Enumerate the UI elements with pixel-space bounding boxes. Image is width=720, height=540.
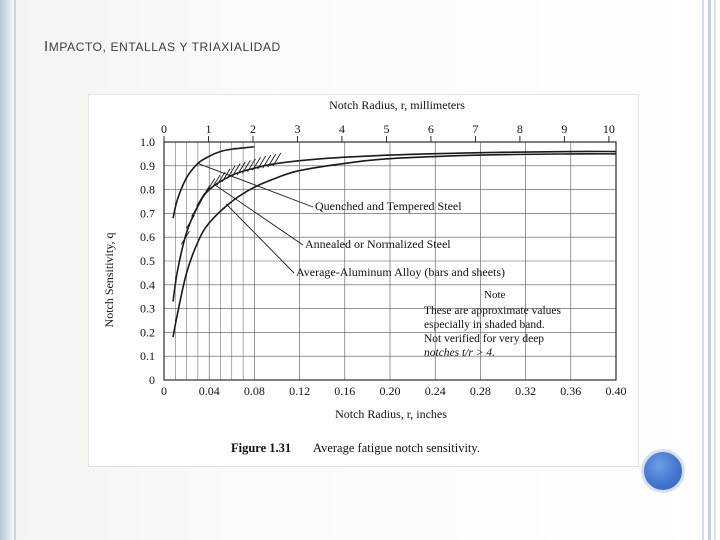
x-tick-label: 0 [161,384,167,398]
slide-title [44,38,281,55]
top-tick-label: 8 [516,122,523,136]
x-tick-label: 0.12 [289,384,311,398]
right-decorative-line [708,0,711,540]
top-tick-label: 6 [427,122,434,136]
leader-line [226,204,294,273]
x-tick-label: 0.16 [334,384,356,398]
note-line: These are approximate values [424,305,561,317]
top-tick-label: 5 [383,122,390,136]
right-decorative-line [714,0,716,540]
y-tick-label: 0.9 [140,158,155,173]
x-tick-label: 0.04 [198,384,220,398]
x-tick-label: 0.08 [243,384,265,398]
y-tick-label: 1.0 [140,135,155,149]
y-tick-label: 0 [149,373,155,387]
note-heading: Note [484,289,506,301]
top-tick-label: 1 [205,122,212,136]
right-decorative-line [702,0,704,540]
top-axis-title: Notch Radius, r, millimeters [329,98,465,112]
top-tick-label: 2 [249,122,256,136]
y-tick-label: 0.6 [140,230,155,245]
x-tick-label: 0.28 [469,384,491,398]
x-tick-label: 0.32 [515,384,537,398]
x-tick-label: 0.20 [379,384,401,398]
y-tick-label: 0.1 [140,349,155,364]
series-line-1 [173,147,254,218]
figure-image [88,94,639,467]
y-tick-label: 0.2 [140,325,155,340]
y-tick-label: 0.5 [140,254,155,268]
x-tick-label: 0.36 [560,384,582,398]
top-tick-label: 10 [602,122,615,136]
y-tick-label: 0.3 [140,301,155,316]
note-line: Not verified for very deep [424,333,545,345]
slide-title-text: MPACTO, ENTALLAS Y TRIAXIALIDAD [48,40,281,54]
leader-line [215,185,303,245]
top-axis-ticks [161,122,615,142]
y-axis-label: Notch Sensitivity, q [102,232,116,328]
figure-caption-text: Average fatigue notch sensitivity. [313,441,480,455]
legend-aluminum-alloy: Average-Aluminum Alloy (bars and sheets) [296,265,506,279]
shaded-band [181,153,281,244]
x-tick-label: 0.40 [605,384,627,398]
y-tick-label: 0.8 [140,182,155,197]
x-tick-label: 0.24 [424,384,446,398]
left-decorative-bar [0,0,12,540]
notch-sensitivity-chart [89,95,638,466]
y-tick-label: 0.4 [140,277,155,292]
legend-quenched-steel: Quenched and Tempered Steel [315,199,462,213]
slide-title-initial: I [44,38,49,55]
figure-caption-label: Figure 1.31 [231,441,292,455]
grid [164,142,616,380]
top-tick-label: 9 [561,122,568,136]
y-tick-label: 0.7 [140,206,155,221]
y-axis-ticks [140,135,155,387]
top-tick-label: 0 [161,122,167,136]
note-line: especially in shaded band. [424,319,545,331]
nav-circle-button[interactable] [641,449,685,493]
x-axis-ticks [161,384,627,398]
top-tick-label: 4 [338,122,345,136]
note-line: notches t/r > 4. [424,347,496,359]
top-tick-label: 7 [472,122,479,136]
x-axis-label: Notch Radius, r, inches [335,407,447,421]
note-block [424,289,562,359]
top-tick-label: 3 [294,122,301,136]
leader-lines [198,163,313,273]
left-decorative-line [14,0,16,540]
legend-annealed-steel: Annealed or Normalized Steel [305,237,451,251]
